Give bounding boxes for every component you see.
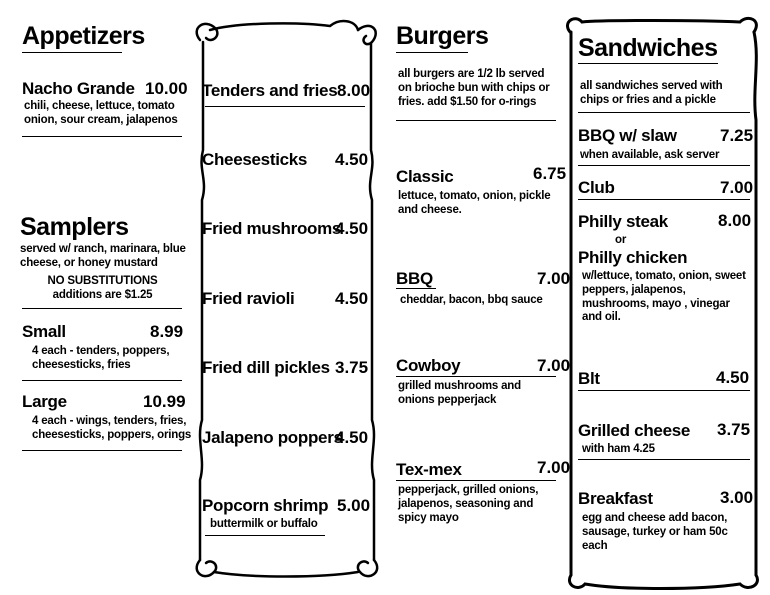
bbq-burger-desc: cheddar, bacon, bbq sauce xyxy=(400,294,543,306)
fried-mushrooms-name: Fried mushrooms xyxy=(202,219,342,238)
grilled-cheese-price: 3.75 xyxy=(717,420,751,439)
blt-rule xyxy=(578,390,750,391)
popcorn-shrimp-price: 5.00 xyxy=(337,496,371,515)
blt-name: Blt xyxy=(578,369,600,388)
grilled-cheese-name: Grilled cheese xyxy=(578,421,691,440)
nacho-grande-price: 10.00 xyxy=(145,79,188,98)
sandwiches-underline xyxy=(578,63,718,64)
bbq-rule xyxy=(396,288,436,289)
sampler-large-desc: 4 each - wings, tenders, fries, cheesesticks, poppers, orings xyxy=(32,415,192,441)
tenders-rule xyxy=(205,106,365,107)
samplers-header: Samplers xyxy=(20,213,129,241)
sampler-small-desc: 4 each - tenders, poppers, cheesesticks, fries xyxy=(32,345,170,371)
classic-name: Classic xyxy=(396,167,454,186)
philly-chicken-name: Philly chicken xyxy=(578,248,688,267)
club-name: Club xyxy=(578,178,615,197)
jalapeno-poppers-price: 4.50 xyxy=(335,428,369,447)
samplers-desc: served w/ ranch, marinara, blue cheese, or honey mustard xyxy=(20,243,186,269)
burgers-intro-rule xyxy=(396,120,556,121)
classic-price: 6.75 xyxy=(533,164,567,183)
cowboy-rule xyxy=(396,376,556,377)
appetizers-header: Appetizers xyxy=(22,22,145,50)
sandwiches-intro: all sandwiches served with chips or fries and a pickle xyxy=(580,80,723,106)
appetizers-underline xyxy=(22,52,122,53)
small-rule xyxy=(22,380,182,381)
sandwiches-intro-rule xyxy=(578,112,750,113)
blt-price: 4.50 xyxy=(716,368,750,387)
samplers-rule xyxy=(22,308,182,309)
bbq-burger-price: 7.00 xyxy=(537,269,571,288)
tenders-fries-price: 8.00 xyxy=(337,81,371,100)
philly-or: or xyxy=(615,234,627,246)
cowboy-price: 7.00 xyxy=(537,356,571,375)
sampler-large-price: 10.99 xyxy=(143,392,186,411)
texmex-desc: pepperjack, grilled onions, jalapenos, seasoning and spicy mayo xyxy=(398,484,539,524)
bbq-slaw-price: 7.25 xyxy=(720,126,754,145)
philly-steak-name: Philly steak xyxy=(578,212,668,231)
cheesesticks-price: 4.50 xyxy=(335,150,369,169)
fried-ravioli-price: 4.50 xyxy=(335,289,369,308)
additions-note: additions are $1.25 xyxy=(52,289,153,301)
cowboy-desc: grilled mushrooms and onions pepperjack xyxy=(398,380,521,406)
sampler-small-price: 8.99 xyxy=(150,322,184,341)
breakfast-price: 3.00 xyxy=(720,488,754,507)
breakfast-desc: egg and cheese add bacon, sausage, turkey or ham 50c each xyxy=(582,512,728,552)
fried-mushrooms-price: 4.50 xyxy=(335,219,369,238)
nacho-rule xyxy=(22,136,182,137)
popcorn-shrimp-name: Popcorn shrimp xyxy=(202,496,329,515)
texmex-name: Tex-mex xyxy=(396,460,462,479)
bbq-burger-name: BBQ xyxy=(396,269,433,288)
breakfast-name: Breakfast xyxy=(578,489,653,508)
sandwiches-header: Sandwiches xyxy=(578,34,718,62)
large-rule xyxy=(22,450,182,451)
fried-dill-pickles-price: 3.75 xyxy=(335,358,369,377)
fried-ravioli-name: Fried ravioli xyxy=(202,289,295,308)
nacho-grande-desc: chili, cheese, lettuce, tomato onion, sour cream, jalapenos xyxy=(24,100,178,126)
fried-dill-pickles-name: Fried dill pickles xyxy=(202,358,330,377)
nacho-grande-name: Nacho Grande xyxy=(22,79,135,98)
philly-steak-price: 8.00 xyxy=(718,211,752,230)
grilled-cheese-desc: with ham 4.25 xyxy=(582,443,655,455)
popcorn-rule xyxy=(205,535,325,536)
popcorn-shrimp-desc: buttermilk or buffalo xyxy=(210,518,318,530)
bbq-slaw-rule xyxy=(578,165,750,166)
club-price: 7.00 xyxy=(720,178,754,197)
cowboy-name: Cowboy xyxy=(396,356,461,375)
grilled-rule xyxy=(578,459,750,460)
burgers-underline xyxy=(396,52,468,53)
cheesesticks-name: Cheesesticks xyxy=(202,150,308,169)
burgers-header: Burgers xyxy=(396,22,489,50)
sampler-large-name: Large xyxy=(22,392,67,411)
texmex-rule xyxy=(396,480,556,481)
philly-desc: w/lettuce, tomato, onion, sweet peppers, jalapenos, mushrooms, mayo , vinegar and oil. xyxy=(582,270,746,324)
classic-desc: lettuce, tomato, onion, pickle and cheese. xyxy=(398,190,551,216)
burgers-intro: all burgers are 1/2 lb served on brioche bun with chips or fries. add $1.50 for o-rings xyxy=(398,68,550,108)
texmex-price: 7.00 xyxy=(537,458,571,477)
bbq-slaw-desc: when available, ask server xyxy=(580,149,720,161)
sampler-small-name: Small xyxy=(22,322,66,341)
club-rule xyxy=(578,199,750,200)
jalapeno-poppers-name: Jalapeno poppers xyxy=(202,428,343,447)
tenders-fries-name: Tenders and fries xyxy=(202,81,338,100)
bbq-slaw-name: BBQ w/ slaw xyxy=(578,126,677,145)
no-substitutions: NO SUBSTITUTIONS xyxy=(47,275,158,287)
